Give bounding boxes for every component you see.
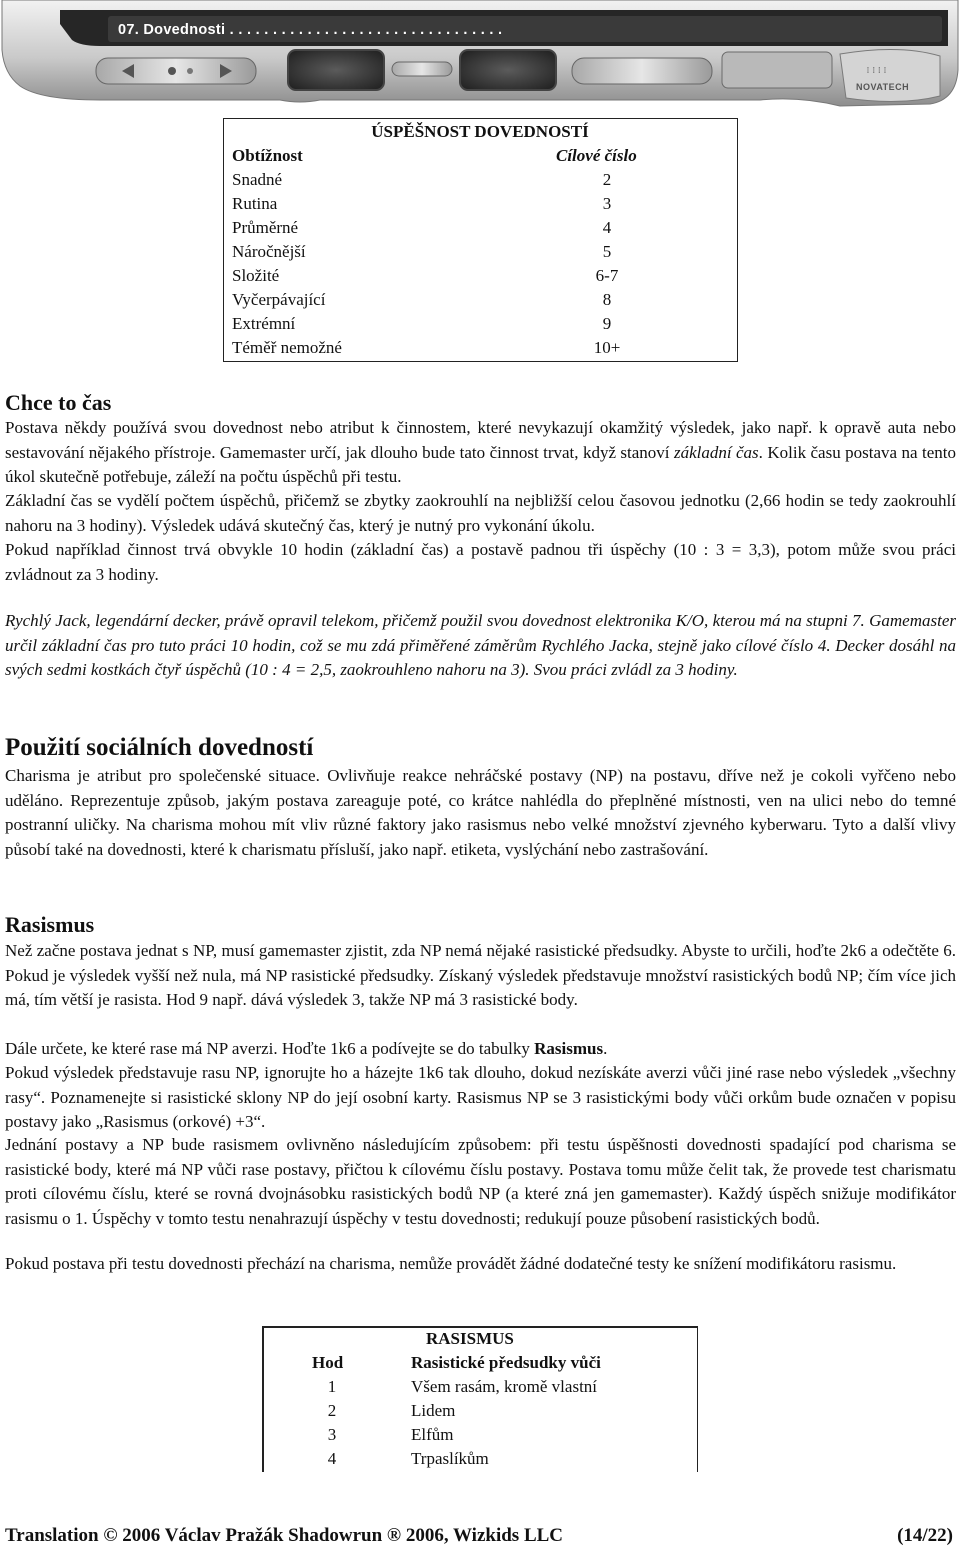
difficulty-cell: Extrémní xyxy=(232,314,296,333)
col-header-target: Cílové číslo xyxy=(556,146,637,165)
racism-table-title: RASISMUS xyxy=(426,1329,514,1348)
time-p1-emphasis: základní čas xyxy=(673,442,759,462)
roll-cell: 3 xyxy=(327,1425,337,1444)
difficulty-cell: Vyčerpávající xyxy=(232,290,326,309)
footer-credit: Translation © 2006 Václav Pražák Shadowrun ® 2006, Wizkids LLC xyxy=(5,1525,564,1546)
racism-p2-start: Dále určete, ke které rase má NP averzi. Hoďte 1k6 a podívejte se do tabulky xyxy=(5,1039,535,1058)
difficulty-cell: Náročnější xyxy=(232,242,306,261)
prejudice-cell: Trpaslíkům xyxy=(411,1449,489,1468)
chapter-header xyxy=(0,0,960,108)
difficulty-cell: Rutina xyxy=(232,194,278,213)
paragraph-racism-2 xyxy=(5,1037,956,1062)
target-cell: 2 xyxy=(602,170,612,189)
prejudice-cell: Lidem xyxy=(411,1401,456,1420)
difficulty-cell: Téměř nemožné xyxy=(232,338,342,357)
section-heading-time: Chce to čas xyxy=(5,390,112,415)
racism-table-right-border xyxy=(697,1326,699,1472)
difficulty-cell: Průměrné xyxy=(232,218,299,237)
difficulty-cell: Snadné xyxy=(232,170,283,189)
chapter-name: 07. Dovednosti xyxy=(118,22,226,38)
page-footer xyxy=(5,1523,953,1549)
success-table xyxy=(223,118,738,362)
col-header-roll: Hod xyxy=(312,1353,344,1372)
prejudice-cell: Všem rasám, kromě vlastní xyxy=(411,1377,598,1396)
racism-table-reference: Rasismus xyxy=(534,1039,604,1058)
section-heading-racism: Rasismus xyxy=(5,912,95,937)
paragraph-time-1 xyxy=(5,416,956,490)
paragraph-social-1: Charisma je atribut pro společenské situace. Ovlivňuje reakce nehráčské postavy (NP) na postavu, dříve než je cokoli vyřčeno nebo uděláno. Reprezentuje způsob, jakým postava zareaguje poté, co krátce nahlédla do přeplněné místnosti, ven na ulici nebo do temné postranní uličky. Na charisma mohou mít vliv různé faktory jako rasismus nebo velké množství zjevného kyberwaru. Tyto a další vlivy působí také na dovednosti, které k charismatu přísluší, jako např. etiketa, vyslýchání nebo zastrašování. xyxy=(5,766,956,859)
brand-stripes-icon: ⁞⁞⁞⁞ xyxy=(866,66,890,75)
col-header-prejudice: Rasistické předsudky vůči xyxy=(411,1353,601,1372)
paragraph-racism-4: Jednání postavy a NP bude rasismem ovlivněno následujícím způsobem: při testu úspěšnosti dovednosti spadající pod charisma se rasistické body, které má NP vůči rase postavy, přičtou k cílovému číslu postavy. Postava tomu může čelit tak, že provede test charismatu proti cílovému číslu, které se rovná dvojnásobku rasistických bodů NP (a které zná jen gamemaster). Každý úspěch snižuje modifikátor rasismu o 1. Úspěchy v tomto testu nenahrazují úspěchy v testu dovednosti; redukují pouze působení rasistických bodů. xyxy=(5,1135,956,1228)
target-cell: 10+ xyxy=(593,338,621,357)
target-cell: 9 xyxy=(602,314,612,333)
target-cell: 5 xyxy=(602,242,612,261)
racism-p2-end: . xyxy=(603,1039,608,1058)
prejudice-cell: Elfům xyxy=(411,1425,454,1444)
col-header-difficulty: Obtížnost xyxy=(232,146,303,165)
paragraph-racism-5: Pokud postava při testu dovednosti přechází na charisma, nemůže provádět žádné dodatečné testy ke snížení modifikátoru rasismu. xyxy=(5,1254,897,1273)
chapter-title xyxy=(118,18,502,42)
brand-name: NOVATECH xyxy=(856,82,910,92)
racism-table-left-border xyxy=(262,1326,264,1472)
paragraph-racism-3: Pokud výsledek představuje rasu NP, ignorujte ho a házejte 1k6 tak dlouho, dokud nezískáte averzi vůči jiné rase nebo výsledek „všechny rasy“. Poznamenejte si rasistické sklony NP do její osobní karty. Rasismus NP se 3 rasistickými body vůči orkům bude označen v popisu postavy jako „Rasismus (orkové) +3“. xyxy=(5,1063,956,1131)
racism-table xyxy=(262,1326,698,1472)
target-cell: 4 xyxy=(602,218,612,237)
success-table-title: ÚSPĚŠNOST DOVEDNOSTÍ xyxy=(371,122,589,141)
page-number: (14/22) xyxy=(897,1525,953,1546)
title-dots: . . . . . . . . . . . . . . . . . . . . . . . . . . . . . . . . xyxy=(225,22,503,38)
target-cell: 3 xyxy=(602,194,612,213)
time-p1-end: . Kolik času postava na tento úkol skutečně potřebuje, záleží na počtu úspěchů při testu. xyxy=(5,442,956,486)
target-cell: 6-7 xyxy=(595,266,619,285)
roll-cell: 2 xyxy=(327,1401,337,1420)
roll-cell: 1 xyxy=(327,1377,337,1396)
paragraph-time-3: Pokud například činnost trvá obvykle 10 hodin (základní čas) a postavě padnou tři úspěchy (10 : 3 = 3,3), potom může svou práci zvládnout za 3 hodiny. xyxy=(5,540,956,584)
difficulty-cell: Složité xyxy=(232,266,280,285)
paragraph-racism-1: Než začne postava jednat s NP, musí gamemaster zjistit, zda NP nemá nějaké rasistické předsudky. Abyste to určili, hoďte 2k6 a odečtěte 6. Pokud je výsledek vyšší než nula, má NP rasistické předsudky. Získaný výsledek představuje množství rasistických bodů NP; čím více jich má, tím větší je rasista. Hod 9 např. dává výsledek 3, takže NP má 3 rasistické body. xyxy=(5,941,956,1009)
brand-logo xyxy=(856,66,910,92)
target-cell: 8 xyxy=(602,290,612,309)
example-paragraph: Rychlý Jack, legendární decker, právě opravil telekom, přičemž použil svou dovednost elektronika K/O, kterou má na stupni 7. Gamemaster určil základní čas pro tuto práci 10 hodin, což se mu zdá přiměřené záměrům Rychlého Jacka, stejně jako cílové číslo 4. Decker dosáhl na svých sedmi kostkách čtyř úspěchů (10 : 4 = 2,5, zaokrouhleno nahoru na 3). Svou práci zvládl za 3 hodiny. xyxy=(5,611,956,679)
paragraph-time-2: Základní čas se vydělí počtem úspěchů, přičemž se zbytky zaokrouhlí na nejbližší celou časovou jednotku (2,66 hodin se tedy zaokrouhlí nahoru na 3 hodiny). Výsledek udává skutečný čas, který je nutný pro vykonání úkolu. xyxy=(5,491,956,535)
time-p1-start: Postava někdy používá svou dovednost nebo atribut k činnostem, které nevykazují okamžitý výsledek, jako např. k opravě auta nebo sestavování nějakého přístroje. Gamemaster určí, jak dlouho bude tato činnost trvat, když stanoví xyxy=(5,418,956,462)
section-heading-social: Použití sociálních dovedností xyxy=(5,734,314,761)
device-frame-graphic xyxy=(0,0,960,108)
roll-cell: 4 xyxy=(327,1449,337,1468)
